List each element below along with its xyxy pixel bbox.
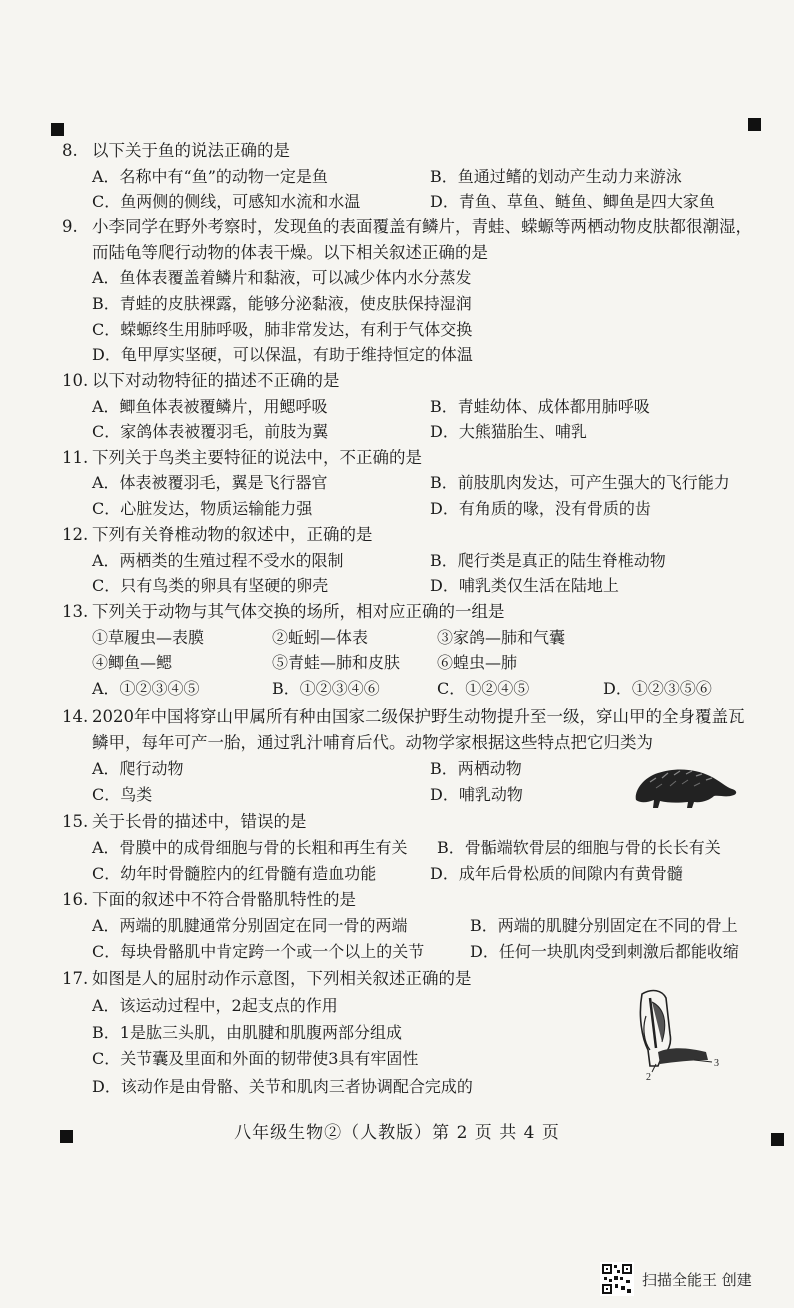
page-footer: 八年级生物②（人教版）第 2 页 共 4 页 (234, 1123, 560, 1143)
question-17-option-d: D．该动作是由骨骼、关节和肌肉三者协调配合完成的 (92, 1077, 473, 1096)
question-13-item-2: ②蚯蚓—体表 (272, 628, 369, 647)
question-8-option-a: A．名称中有“鱼”的动物一定是鱼 (92, 167, 328, 186)
question-9-stem: 9. 小李同学在野外考察时，发现鱼的表面覆盖有鳞片，青蛙、蝾螈等两栖动物皮肤都很潮湿， (62, 217, 752, 236)
question-13-item-5: ⑤青蛙—肺和皮肤 (272, 653, 401, 672)
question-12-option-c: C．只有鸟类的卵具有坚硬的卵壳 (92, 576, 329, 595)
registration-mark-top-right (748, 118, 761, 131)
question-8-option-d: D．青鱼、草鱼、鲢鱼、鲫鱼是四大家鱼 (430, 192, 715, 211)
question-15-option-a: A．骨膜中的成骨细胞与骨的长粗和再生有关 (92, 838, 408, 857)
question-17-stem: 17. 如图是人的屈肘动作示意图，下列相关叙述正确的是 (62, 969, 472, 988)
question-14-option-d: D．哺乳动物 (430, 785, 523, 804)
qr-code-icon (600, 1262, 634, 1296)
question-16-option-a: A．两端的肌腱通常分别固定在同一骨的两端 (92, 916, 408, 935)
question-10-option-a: A．鲫鱼体表被覆鳞片，用鳃呼吸 (92, 397, 328, 416)
question-16-option-d: D．任何一块肌肉受到刺激后都能收缩 (470, 942, 739, 961)
question-17-option-c: C．关节囊及里面和外面的韧带使3具有牢固性 (92, 1049, 419, 1068)
question-14-stem-line-2: 鳞甲，每年可产一胎，通过乳汁哺育后代。动物学家根据这些特点把它归类为 (92, 733, 653, 752)
question-11-option-a: A．体表被覆羽毛，翼是飞行器官 (92, 473, 328, 492)
question-13-item-4: ④鲫鱼—鳃 (92, 653, 173, 672)
question-13-stem: 13. 下列关于动物与其气体交换的场所，相对应正确的一组是 (62, 602, 505, 621)
question-14-option-a: A．爬行动物 (92, 759, 184, 778)
question-13-option-a: A．①②③④⑤ (92, 679, 200, 698)
question-14-option-c: C．鸟类 (92, 785, 153, 804)
question-16-option-c: C．每块骨骼肌中肯定跨一个或一个以上的关节 (92, 942, 425, 961)
question-9-option-b: B．青蛙的皮肤裸露，能够分泌黏液，使皮肤保持湿润 (92, 294, 472, 313)
question-9-option-a: A．鱼体表覆盖着鳞片和黏液，可以减少体内水分蒸发 (92, 268, 472, 287)
question-16-stem: 16. 下面的叙述中不符合骨骼肌特性的是 (62, 890, 356, 909)
figure-label-3: 3 (714, 1058, 719, 1069)
question-10-option-b: B．青蛙幼体、成体都用肺呼吸 (430, 397, 650, 416)
question-13-item-1: ①草履虫—表膜 (92, 628, 205, 647)
question-13-item-3: ③家鸽—肺和气囊 (437, 628, 566, 647)
question-12-option-d: D．哺乳类仅生活在陆地上 (430, 576, 619, 595)
question-13-option-d: D．①②③⑤⑥ (603, 679, 712, 698)
question-17-option-b: B．1是肱三头肌，由肌腱和肌腹两部分组成 (92, 1023, 402, 1042)
question-10-option-c: C．家鸽体表被覆羽毛，前肢为翼 (92, 422, 329, 441)
question-16-option-b: B．两端的肌腱分别固定在不同的骨上 (470, 916, 738, 935)
question-12-option-a: A．两栖类的生殖过程不受水的限制 (92, 551, 344, 570)
question-13-item-6: ⑥蝗虫—肺 (437, 653, 518, 672)
question-14-option-b: B．两栖动物 (430, 759, 522, 778)
question-12-stem: 12. 下列有关脊椎动物的叙述中，正确的是 (62, 525, 373, 544)
question-15-stem: 15. 关于长骨的描述中，错误的是 (62, 812, 307, 831)
question-9-option-c: C．蝾螈终生用肺呼吸，肺非常发达，有利于气体交换 (92, 320, 473, 339)
figure-label-2: 2 (646, 1072, 651, 1082)
question-12-option-b: B．爬行类是真正的陆生脊椎动物 (430, 551, 666, 570)
question-17-option-a: A．该运动过程中，2起支点的作用 (92, 996, 338, 1015)
question-15-option-b: B．骨骺端软骨层的细胞与骨的长长有关 (437, 838, 721, 857)
question-10-stem: 10. 以下对动物特征的描述不正确的是 (62, 371, 340, 390)
question-8-option-b: B．鱼通过鳍的划动产生动力来游泳 (430, 167, 682, 186)
registration-mark-top-left (51, 123, 64, 136)
question-8-stem: 8. 以下关于鱼的说法正确的是 (62, 141, 290, 160)
pangolin-illustration (630, 762, 740, 810)
question-10-option-d: D．大熊猫胎生、哺乳 (430, 422, 587, 441)
scanner-watermark-text: 扫描全能王 创建 (642, 1270, 752, 1289)
question-9-option-d: D．龟甲厚实坚硬，可以保温，有助于维持恒定的体温 (92, 345, 473, 364)
question-13-option-c: C．①②④⑤ (437, 679, 530, 698)
question-15-option-d: D．成年后骨松质的间隙内有黄骨髓 (430, 864, 683, 883)
question-13-option-b: B．①②③④⑥ (272, 679, 380, 698)
elbow-flexion-diagram (628, 986, 740, 1082)
question-14-stem: 14. 2020年中国将穿山甲属所有种由国家二级保护野生动物提升至一级，穿山甲的全身覆盖瓦 (62, 707, 745, 726)
question-15-option-c: C．幼年时骨髓腔内的红骨髓有造血功能 (92, 864, 377, 883)
question-11-option-c: C．心脏发达，物质运输能力强 (92, 499, 313, 518)
question-11-option-b: B．前肢肌肉发达，可产生强大的飞行能力 (430, 473, 730, 492)
question-9-stem-line-2: 而陆龟等爬行动物的体表干燥。以下相关叙述正确的是 (92, 243, 488, 262)
question-11-stem: 11. 下列关于鸟类主要特征的说法中，不正确的是 (62, 448, 422, 467)
scanner-watermark (600, 1262, 752, 1296)
question-11-option-d: D．有角质的喙，没有骨质的齿 (430, 499, 651, 518)
question-8-option-c: C．鱼两侧的侧线，可感知水流和水温 (92, 192, 361, 211)
